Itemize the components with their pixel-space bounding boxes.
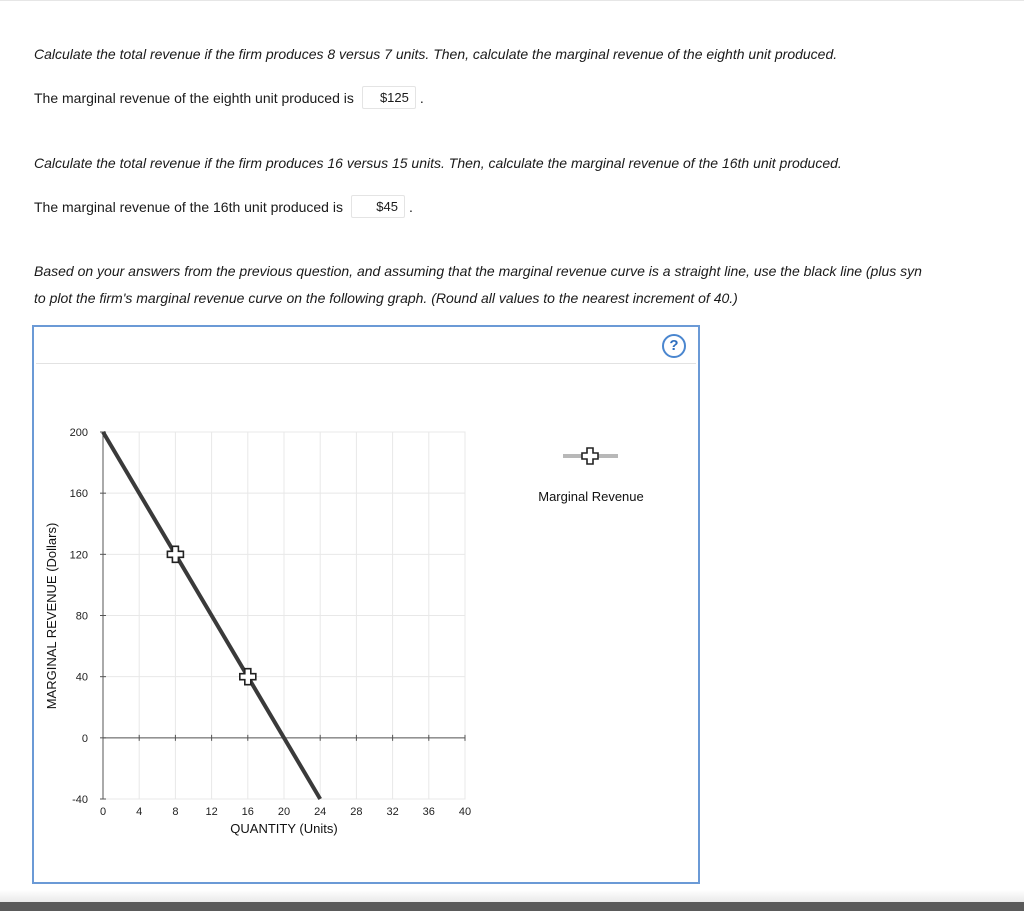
question2-prompt: Calculate the total revenue if the firm produces 16 versus 15 units. Then, calculate the marginal revenue of the 16th unit produced. [34, 155, 842, 171]
y-tick-label: 0 [81, 732, 88, 745]
x-tick-label: 20 [277, 806, 291, 818]
y-tick-label: 80 [75, 610, 88, 623]
page-bottom-bar [0, 902, 1024, 911]
x-tick-label: 28 [350, 806, 363, 818]
question1-prompt: Calculate the total revenue if the firm produces 8 versus 7 units. Then, calculate the marginal revenue of the eighth unit produced. [34, 46, 838, 62]
y-tick-label: 200 [69, 427, 88, 439]
y-tick-label: 160 [69, 488, 88, 501]
question1-answer-field[interactable]: $125 [362, 86, 416, 109]
top-divider [0, 0, 1024, 1]
y-tick-label: 120 [69, 549, 88, 562]
y-tick-label: -40 [72, 794, 88, 806]
legend-label: Marginal Revenue [538, 489, 644, 504]
instructions-line-1: Based on your answers from the previous question, and assuming that the marginal revenue curve is a straight line, use the black line (plus syn [34, 263, 922, 279]
x-tick-label: 0 [99, 806, 107, 818]
question2-answer-label: The marginal revenue of the 16th unit produced is [34, 198, 343, 215]
question1-answer-line [34, 86, 424, 109]
question-circle-icon[interactable]: ? [662, 334, 686, 358]
graph-frame [32, 325, 700, 884]
x-tick-label: 24 [314, 806, 327, 818]
question2-answer-period: . [408, 198, 413, 215]
graph-toolbar-divider [36, 363, 696, 364]
question1-answer-label: The marginal revenue of the eighth unit produced is [34, 89, 354, 106]
x-tick-label: 36 [422, 806, 435, 818]
question2-answer-field[interactable]: $45 [351, 195, 405, 218]
y-axis-title: MARGINAL REVENUE (Dollars) [44, 522, 59, 710]
question1-answer-period: . [419, 89, 424, 106]
x-tick-label: 4 [136, 806, 143, 818]
x-tick-label: 12 [205, 806, 218, 818]
x-axis-title: QUANTITY (Units) [230, 821, 338, 836]
x-tick-label: 40 [458, 806, 472, 818]
x-tick-label: 8 [172, 806, 179, 818]
x-tick-label: 16 [241, 806, 254, 818]
question2-answer-line [34, 195, 413, 218]
page-bottom-fade [0, 890, 1024, 902]
y-tick-label: 40 [75, 671, 88, 684]
instructions-line-2: to plot the firm's marginal revenue curve on the following graph. (Round all values to the nearest increment of 40.) [34, 290, 738, 306]
x-tick-label: 32 [386, 806, 399, 818]
